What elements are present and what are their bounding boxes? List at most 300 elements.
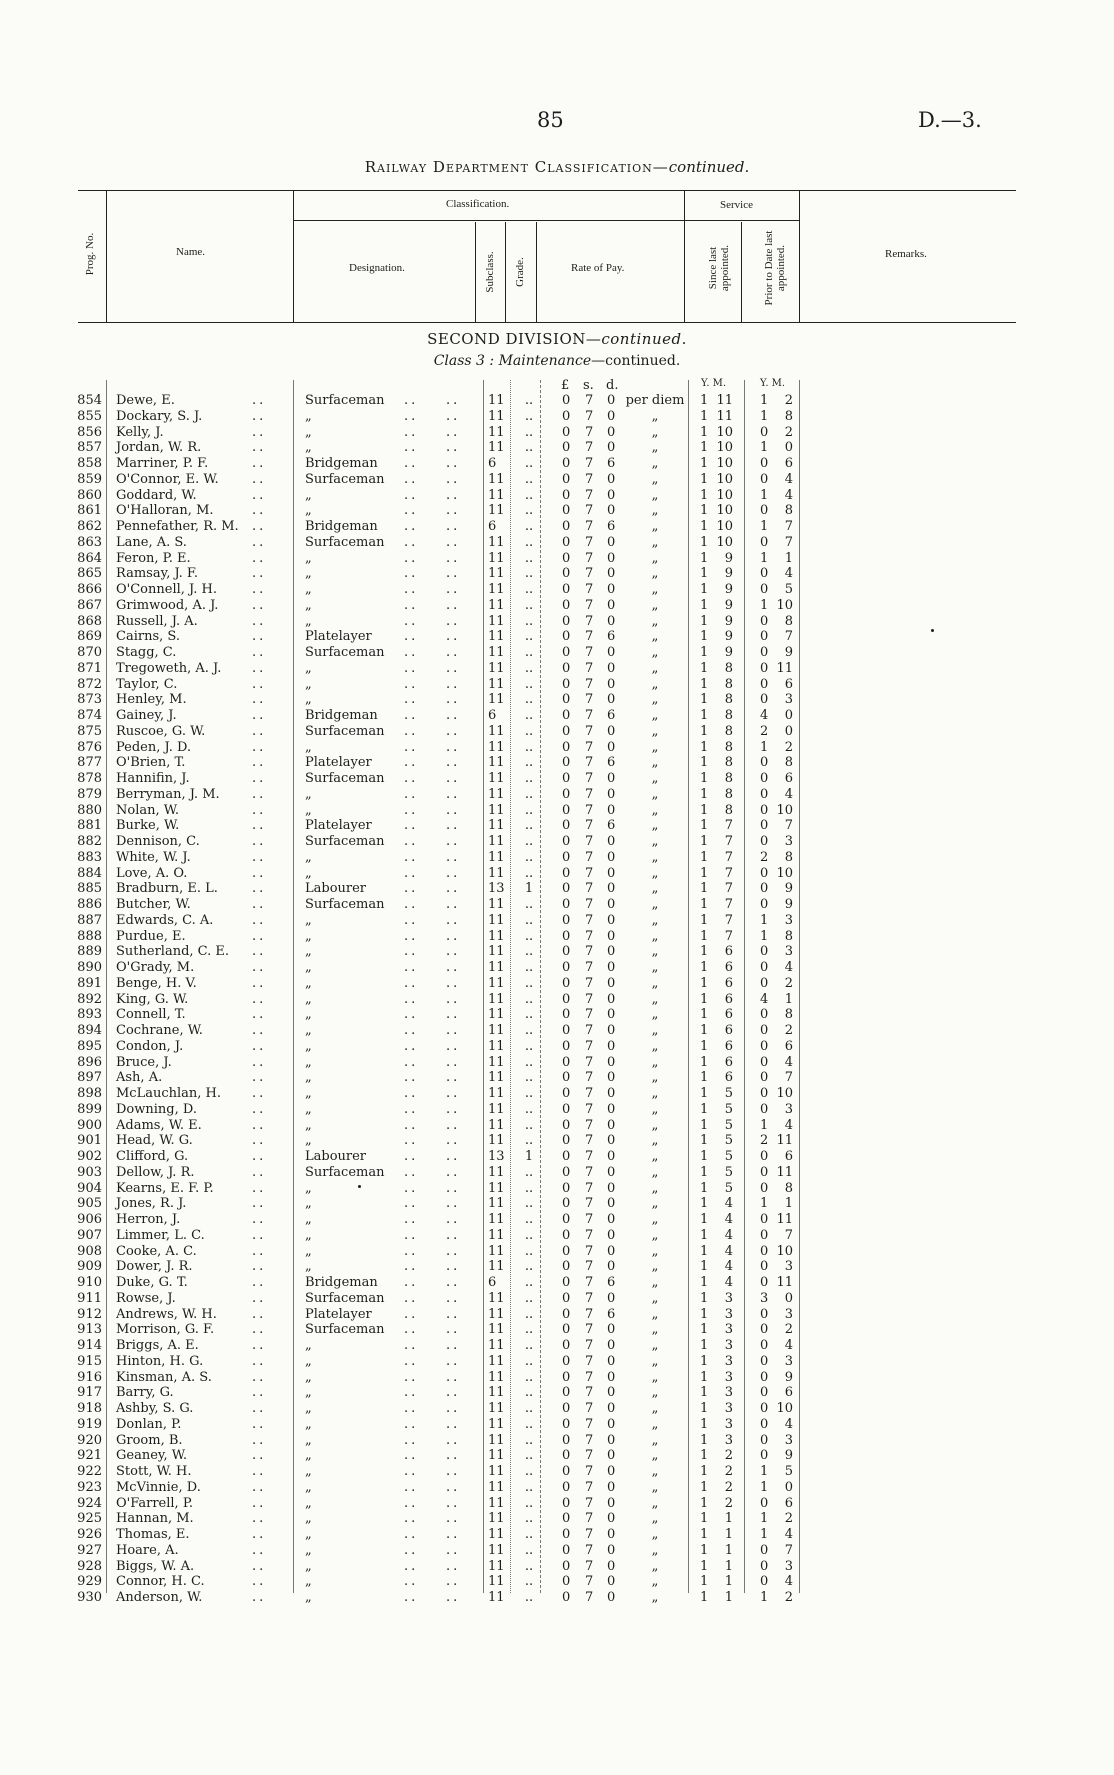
leader-dots: ..	[252, 1149, 267, 1164]
leader-dots: ..	[252, 1007, 267, 1023]
pay-pounds: 0	[562, 975, 571, 991]
prior-years: 0	[760, 1353, 769, 1369]
pay-pence: 0	[607, 1322, 616, 1338]
pay-pounds: 0	[562, 708, 571, 723]
table-row	[0, 1448, 1114, 1464]
prior-years: 0	[760, 1243, 769, 1259]
since-years: 1	[700, 1275, 709, 1290]
leader-dots: ..	[252, 1416, 267, 1432]
leader-dots: ..	[252, 1101, 267, 1117]
table-row	[0, 1196, 1114, 1212]
since-months: 3	[724, 1306, 733, 1322]
row-number: 869	[77, 629, 102, 645]
pay-pence: 0	[607, 550, 616, 566]
grade: ..	[524, 1511, 534, 1527]
since-years: 1	[700, 771, 709, 786]
since-years: 1	[700, 1290, 709, 1306]
grade: ..	[524, 1275, 534, 1290]
since-months: 10	[716, 424, 733, 440]
row-number: 874	[77, 708, 102, 723]
leader-dots: ..	[252, 1590, 267, 1605]
table-row	[0, 1275, 1114, 1291]
prior-years: 1	[760, 1464, 769, 1479]
prior-months: 2	[784, 739, 793, 755]
pay-period: „	[651, 1070, 659, 1086]
leader-dots: ..	[252, 1542, 267, 1558]
leader-dots: ..	[404, 1259, 419, 1275]
pay-shillings: 7	[585, 503, 594, 519]
table-row	[0, 1574, 1114, 1590]
designation: Labourer	[305, 1149, 367, 1164]
leader-dots: ..	[404, 1086, 419, 1101]
since-years: 1	[700, 456, 709, 471]
leader-dots: ..	[252, 1558, 267, 1574]
designation: Labourer	[305, 881, 367, 897]
pay-pounds: 0	[562, 1117, 571, 1133]
leader-dots: ..	[252, 1306, 267, 1322]
pay-period: „	[651, 1243, 659, 1259]
pay-pounds: 0	[562, 1007, 571, 1023]
pay-shillings: 7	[585, 1164, 594, 1180]
leader-dots: ..	[252, 456, 267, 471]
since-years: 1	[700, 566, 709, 582]
designation: Surfaceman	[305, 471, 385, 487]
leader-dots: ..	[404, 456, 419, 471]
leader-dots: ..	[404, 471, 419, 487]
employee-name: Connor, H. C.	[116, 1574, 205, 1590]
row-number: 927	[77, 1542, 102, 1558]
leader-dots: ..	[446, 802, 461, 818]
prior-years: 1	[760, 550, 769, 566]
pay-pence: 0	[607, 928, 616, 944]
leader-dots: ..	[404, 1542, 419, 1558]
header-top-rule	[78, 190, 1016, 191]
employee-name: O'Brien, T.	[116, 755, 186, 771]
pay-period: „	[651, 739, 659, 755]
prior-months: 10	[776, 802, 793, 818]
prior-months: 4	[784, 1117, 793, 1133]
since-years: 1	[700, 1133, 709, 1149]
pay-period: „	[651, 424, 659, 440]
subclass: 11	[488, 1180, 505, 1196]
leader-dots: ..	[252, 881, 267, 897]
leader-dots: ..	[252, 503, 267, 519]
row-number: 884	[77, 865, 102, 881]
row-number: 880	[77, 802, 102, 818]
pay-period: „	[651, 1164, 659, 1180]
designation: „	[305, 1542, 312, 1558]
prior-months: 4	[784, 1527, 793, 1542]
prior-years: 0	[760, 629, 769, 645]
since-years: 1	[700, 897, 709, 912]
pay-pounds: 0	[562, 1432, 571, 1448]
pay-period: „	[651, 723, 659, 739]
grade: ..	[524, 519, 534, 534]
employee-name: Ash, A.	[116, 1070, 163, 1086]
header-prior-to-date: Prior to Date last appointed.	[763, 230, 787, 306]
subclass: 11	[488, 723, 505, 739]
prior-months: 6	[784, 676, 793, 692]
prior-years: 0	[760, 834, 769, 849]
leader-dots: ..	[446, 1448, 461, 1464]
prior-years: 1	[760, 739, 769, 755]
since-years: 1	[700, 708, 709, 723]
pay-shillings: 7	[585, 1038, 594, 1054]
pay-shillings: 7	[585, 771, 594, 786]
stray-ink-mark	[931, 629, 934, 632]
since-months: 7	[724, 849, 733, 865]
employee-name: Cooke, A. C.	[116, 1243, 197, 1259]
leader-dots: ..	[446, 865, 461, 881]
since-years: 1	[700, 676, 709, 692]
employee-name: Hinton, H. G.	[116, 1353, 204, 1369]
pay-period: „	[651, 440, 659, 456]
employee-name: Feron, P. E.	[116, 550, 191, 566]
prior-years: 1	[760, 928, 769, 944]
leader-dots: ..	[404, 408, 419, 424]
prior-years: 0	[760, 424, 769, 440]
leader-dots: ..	[446, 1432, 461, 1448]
leader-dots: ..	[404, 944, 419, 960]
table-row	[0, 881, 1114, 897]
leader-dots: ..	[446, 645, 461, 660]
since-months: 5	[724, 1180, 733, 1196]
prior-months: 7	[784, 818, 793, 834]
pay-pounds: 0	[562, 865, 571, 881]
leader-dots: ..	[252, 1133, 267, 1149]
row-number: 871	[77, 660, 102, 676]
employee-name: Purdue, E.	[116, 928, 186, 944]
grade: ..	[524, 456, 534, 471]
prior-months: 3	[784, 1558, 793, 1574]
pay-pounds: 0	[562, 471, 571, 487]
pay-period: „	[651, 408, 659, 424]
employee-name: Barry, G.	[116, 1385, 174, 1401]
leader-dots: ..	[446, 1227, 461, 1243]
designation: „	[305, 660, 312, 676]
pay-shillings: 7	[585, 1196, 594, 1212]
since-months: 4	[724, 1212, 733, 1227]
prior-years: 0	[760, 1338, 769, 1353]
leader-dots: ..	[446, 1369, 461, 1385]
pay-period: „	[651, 771, 659, 786]
subclass: 11	[488, 1432, 505, 1448]
table-row	[0, 1385, 1114, 1401]
subclass: 11	[488, 1464, 505, 1479]
since-months: 6	[724, 991, 733, 1007]
prior-years: 0	[760, 1574, 769, 1590]
subclass: 11	[488, 944, 505, 960]
leader-dots: ..	[252, 755, 267, 771]
pay-shillings: 7	[585, 1369, 594, 1385]
pay-period: „	[651, 1023, 659, 1038]
pay-pence: 0	[607, 1196, 616, 1212]
since-years: 1	[700, 1259, 709, 1275]
pay-pence: 0	[607, 1558, 616, 1574]
pay-pence: 0	[607, 1448, 616, 1464]
pay-shillings: 7	[585, 408, 594, 424]
subclass: 11	[488, 1353, 505, 1369]
leader-dots: ..	[404, 1054, 419, 1070]
pay-shillings: 7	[585, 708, 594, 723]
pay-shillings: 7	[585, 1275, 594, 1290]
row-number: 919	[77, 1416, 102, 1432]
prior-months: 2	[784, 424, 793, 440]
title-main: Railway Department Classification—	[364, 158, 669, 176]
table-row	[0, 818, 1114, 834]
leader-dots: ..	[446, 471, 461, 487]
prior-years: 2	[760, 1133, 769, 1149]
pay-pence: 0	[607, 1479, 616, 1495]
prior-years: 0	[760, 1023, 769, 1038]
employee-name: Condon, J.	[116, 1038, 184, 1054]
employee-name: Cairns, S.	[116, 629, 180, 645]
pay-period: „	[651, 1227, 659, 1243]
row-number: 906	[77, 1212, 102, 1227]
prior-years: 0	[760, 1227, 769, 1243]
grade: ..	[524, 1479, 534, 1495]
table-row	[0, 834, 1114, 850]
grade: ..	[524, 1464, 534, 1479]
leader-dots: ..	[446, 1338, 461, 1353]
prior-months: 5	[784, 1464, 793, 1479]
header-divider	[475, 222, 476, 322]
subclass: 11	[488, 975, 505, 991]
employee-name: Dower, J. R.	[116, 1259, 193, 1275]
table-row	[0, 1086, 1114, 1102]
leader-dots: ..	[446, 550, 461, 566]
leader-dots: ..	[252, 1401, 267, 1416]
since-years: 1	[700, 471, 709, 487]
designation: „	[305, 1353, 312, 1369]
designation: „	[305, 1117, 312, 1133]
pay-shillings: 7	[585, 1149, 594, 1164]
pay-shillings: 7	[585, 456, 594, 471]
pay-shillings: 7	[585, 865, 594, 881]
pay-pence: 6	[607, 708, 616, 723]
since-months: 6	[724, 1038, 733, 1054]
designation: „	[305, 912, 312, 928]
prior-years: 0	[760, 1275, 769, 1290]
pay-shillings: 7	[585, 487, 594, 503]
leader-dots: ..	[252, 1243, 267, 1259]
designation: „	[305, 582, 312, 597]
employee-name: Downing, D.	[116, 1101, 197, 1117]
table-row	[0, 929, 1114, 945]
leader-dots: ..	[446, 960, 461, 975]
table-row	[0, 1181, 1114, 1197]
leader-dots: ..	[252, 692, 267, 708]
table-row	[0, 661, 1114, 677]
leader-dots: ..	[404, 1149, 419, 1164]
leader-dots: ..	[404, 534, 419, 550]
pay-pence: 0	[607, 1338, 616, 1353]
designation: Surfaceman	[305, 393, 385, 408]
since-months: 11	[716, 393, 733, 408]
row-number: 924	[77, 1495, 102, 1511]
prior-years: 0	[760, 534, 769, 550]
subclass: 11	[488, 1290, 505, 1306]
employee-name: Thomas, E.	[116, 1527, 190, 1542]
subclass: 11	[488, 1574, 505, 1590]
pay-pounds: 0	[562, 582, 571, 597]
pay-pence: 0	[607, 1527, 616, 1542]
row-number: 857	[77, 440, 102, 456]
since-months: 4	[724, 1196, 733, 1212]
designation: „	[305, 739, 312, 755]
prior-years: 0	[760, 1086, 769, 1101]
row-number: 854	[77, 393, 102, 408]
leader-dots: ..	[446, 1212, 461, 1227]
designation: „	[305, 1180, 312, 1196]
leader-dots: ..	[446, 1070, 461, 1086]
pay-shillings: 7	[585, 1227, 594, 1243]
designation: „	[305, 550, 312, 566]
designation: „	[305, 692, 312, 708]
pay-pounds: 0	[562, 755, 571, 771]
subclass: 11	[488, 676, 505, 692]
employee-name: Benge, H. V.	[116, 975, 197, 991]
grade: ..	[524, 755, 534, 771]
designation: Surfaceman	[305, 1164, 385, 1180]
leader-dots: ..	[404, 1464, 419, 1479]
pay-pounds: 0	[562, 1243, 571, 1259]
subclass: 13	[488, 1149, 505, 1164]
leader-dots: ..	[446, 834, 461, 849]
since-years: 1	[700, 1054, 709, 1070]
grade: 1	[524, 881, 534, 897]
leader-dots: ..	[404, 1243, 419, 1259]
since-years: 1	[700, 550, 709, 566]
designation: Surfaceman	[305, 1322, 385, 1338]
header-divider	[684, 190, 685, 322]
employee-name: Biggs, W. A.	[116, 1558, 195, 1574]
prior-years: 0	[760, 1385, 769, 1401]
since-months: 11	[716, 408, 733, 424]
employee-name: Pennefather, R. M.	[116, 519, 239, 534]
since-years: 1	[700, 519, 709, 534]
pay-pence: 0	[607, 1385, 616, 1401]
designation: Platelayer	[305, 818, 372, 834]
prior-months: 2	[784, 1590, 793, 1605]
row-number: 881	[77, 818, 102, 834]
row-number: 928	[77, 1558, 102, 1574]
table-row	[0, 1259, 1114, 1275]
pay-pounds: 0	[562, 1259, 571, 1275]
leader-dots: ..	[252, 1180, 267, 1196]
table-row	[0, 866, 1114, 882]
pay-period: „	[651, 1432, 659, 1448]
leader-dots: ..	[404, 912, 419, 928]
leader-dots: ..	[404, 960, 419, 975]
prior-months: 8	[784, 928, 793, 944]
section-title-italic: continued.	[601, 330, 687, 348]
table-row	[0, 472, 1114, 488]
leader-dots: ..	[252, 1574, 267, 1590]
pay-shillings: 7	[585, 1259, 594, 1275]
prior-years: 1	[760, 393, 769, 408]
since-months: 7	[724, 865, 733, 881]
designation: Surfaceman	[305, 723, 385, 739]
employee-name: Head, W. G.	[116, 1133, 193, 1149]
pay-pence: 6	[607, 456, 616, 471]
pay-pounds: 0	[562, 1038, 571, 1054]
since-months: 10	[716, 440, 733, 456]
since-months: 5	[724, 1133, 733, 1149]
leader-dots: ..	[446, 613, 461, 629]
table-row	[0, 535, 1114, 551]
since-years: 1	[700, 755, 709, 771]
leader-dots: ..	[252, 786, 267, 802]
pay-pence: 6	[607, 1275, 616, 1290]
pay-pounds: 0	[562, 1385, 571, 1401]
grade: ..	[524, 912, 534, 928]
table-row	[0, 897, 1114, 913]
pay-period: „	[651, 1511, 659, 1527]
table-row	[0, 692, 1114, 708]
prior-months: 7	[784, 1542, 793, 1558]
subclass: 11	[488, 991, 505, 1007]
subclass: 11	[488, 834, 505, 849]
prior-months: 0	[784, 1479, 793, 1495]
since-months: 7	[724, 912, 733, 928]
leader-dots: ..	[404, 1495, 419, 1511]
since-months: 5	[724, 1086, 733, 1101]
prior-months: 3	[784, 1353, 793, 1369]
subclass: 11	[488, 1212, 505, 1227]
since-months: 1	[724, 1590, 733, 1605]
pay-pounds: 0	[562, 424, 571, 440]
since-years: 1	[700, 1432, 709, 1448]
table-row	[0, 976, 1114, 992]
grade: ..	[524, 393, 534, 408]
pay-shillings: 7	[585, 786, 594, 802]
since-years: 1	[700, 1338, 709, 1353]
row-number: 892	[77, 991, 102, 1007]
leader-dots: ..	[404, 1369, 419, 1385]
pay-period: „	[651, 1086, 659, 1101]
since-months: 8	[724, 786, 733, 802]
pay-shillings: 7	[585, 613, 594, 629]
since-months: 7	[724, 897, 733, 912]
since-months: 10	[716, 534, 733, 550]
pay-pounds: 0	[562, 1322, 571, 1338]
pay-shillings: 7	[585, 1353, 594, 1369]
leader-dots: ..	[404, 1353, 419, 1369]
since-years: 1	[700, 1558, 709, 1574]
row-number: 898	[77, 1086, 102, 1101]
leader-dots: ..	[446, 393, 461, 408]
since-months: 6	[724, 1023, 733, 1038]
prior-years: 0	[760, 1448, 769, 1464]
employee-name: Clifford, G.	[116, 1149, 189, 1164]
grade: ..	[524, 1401, 534, 1416]
prior-years: 0	[760, 1401, 769, 1416]
leader-dots: ..	[404, 755, 419, 771]
grade: 1	[524, 1149, 534, 1164]
pay-period: „	[651, 897, 659, 912]
since-years: 1	[700, 1007, 709, 1023]
leader-dots: ..	[446, 897, 461, 912]
table-row	[0, 724, 1114, 740]
row-number: 890	[77, 960, 102, 975]
since-months: 3	[724, 1416, 733, 1432]
pay-pence: 0	[607, 660, 616, 676]
prior-years: 0	[760, 1101, 769, 1117]
grade: ..	[524, 897, 534, 912]
since-years: 1	[700, 692, 709, 708]
employee-name: Peden, J. D.	[116, 739, 192, 755]
